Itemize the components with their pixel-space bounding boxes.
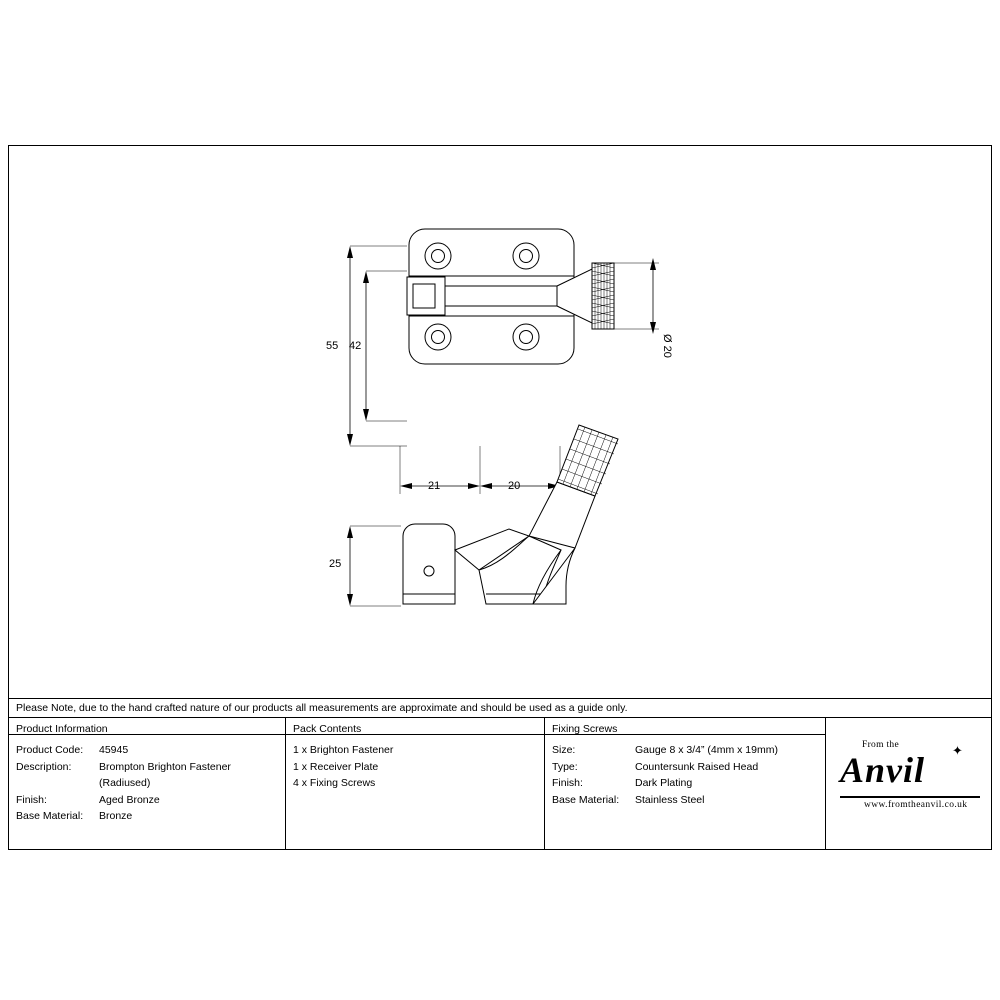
row-screw-size bbox=[552, 742, 825, 759]
row-screw-finish bbox=[552, 775, 825, 792]
row-product-code bbox=[16, 742, 285, 759]
label-description: Description: bbox=[16, 760, 72, 773]
label-screw-base-material: Base Material: bbox=[552, 793, 620, 806]
value-screw-type: Countersunk Raised Head bbox=[635, 760, 759, 773]
pack-item: 1 x Brighton Fastener bbox=[293, 744, 394, 756]
dim-label-21: 21 bbox=[428, 480, 441, 492]
row-base-material bbox=[16, 808, 285, 825]
product-information-column bbox=[9, 718, 286, 849]
label-screw-type: Type: bbox=[552, 760, 578, 773]
value-description: Brompton Brighton Fastener bbox=[99, 760, 231, 773]
row-screw-type bbox=[552, 759, 825, 776]
technical-drawing-svg bbox=[9, 146, 991, 699]
row-finish bbox=[16, 792, 285, 809]
value-screw-finish: Dark Plating bbox=[635, 777, 693, 789]
pack-item: 4 x Fixing Screws bbox=[293, 777, 376, 789]
value-product-code: 45945 bbox=[99, 744, 129, 756]
brand-logo-column bbox=[826, 718, 991, 849]
dim-label-20: 20 bbox=[508, 480, 521, 492]
dim-label-25: 25 bbox=[329, 558, 342, 570]
logo-divider bbox=[840, 796, 980, 798]
label-product-code: Product Code: bbox=[16, 744, 84, 756]
logo-top-text: From the bbox=[862, 740, 899, 750]
row-description bbox=[16, 759, 285, 776]
dim-label-42: 42 bbox=[349, 340, 362, 352]
spec-sheet bbox=[8, 145, 992, 850]
label-screw-finish: Finish: bbox=[552, 777, 583, 789]
value-screw-base-material: Stainless Steel bbox=[635, 793, 705, 806]
logo-box bbox=[826, 718, 991, 849]
pack-contents-body bbox=[286, 735, 544, 792]
label-finish: Finish: bbox=[16, 793, 47, 806]
dim-label-55: 55 bbox=[326, 340, 339, 352]
star-icon: ✦ bbox=[952, 743, 963, 758]
fixing-screws-body bbox=[545, 735, 825, 808]
measurement-note: Please Note, due to the hand crafted nature of our products all measurements are approximate and should be used as a guide only. bbox=[9, 699, 991, 718]
product-information-header: Product Information bbox=[9, 718, 285, 735]
logo-brand-name: Anvil bbox=[840, 750, 926, 790]
product-information-body bbox=[9, 735, 285, 825]
label-base-material: Base Material: bbox=[16, 810, 84, 822]
value-base-material: Bronze bbox=[99, 810, 133, 822]
technical-drawing-area bbox=[9, 146, 991, 699]
value-finish: Aged Bronze bbox=[99, 793, 160, 806]
value-screw-size: Gauge 8 x 3/4” (4mm x 19mm) bbox=[635, 744, 778, 756]
fixing-screws-header: Fixing Screws bbox=[545, 718, 825, 735]
label-screw-size: Size: bbox=[552, 744, 576, 756]
logo-inner bbox=[840, 740, 980, 825]
value-description-cont: (Radiused) bbox=[99, 777, 151, 789]
pack-item: 1 x Receiver Plate bbox=[293, 760, 379, 773]
fixing-screws-column bbox=[545, 718, 826, 849]
row-description-cont bbox=[16, 775, 285, 792]
row-screw-base-material bbox=[552, 792, 825, 809]
pack-contents-header: Pack Contents bbox=[286, 718, 544, 735]
info-table bbox=[9, 718, 991, 849]
pack-contents-column bbox=[286, 718, 545, 849]
dim-label-diameter-20: Ø 20 bbox=[661, 334, 673, 358]
logo-website-url: www.fromtheanvil.co.uk bbox=[864, 800, 968, 810]
